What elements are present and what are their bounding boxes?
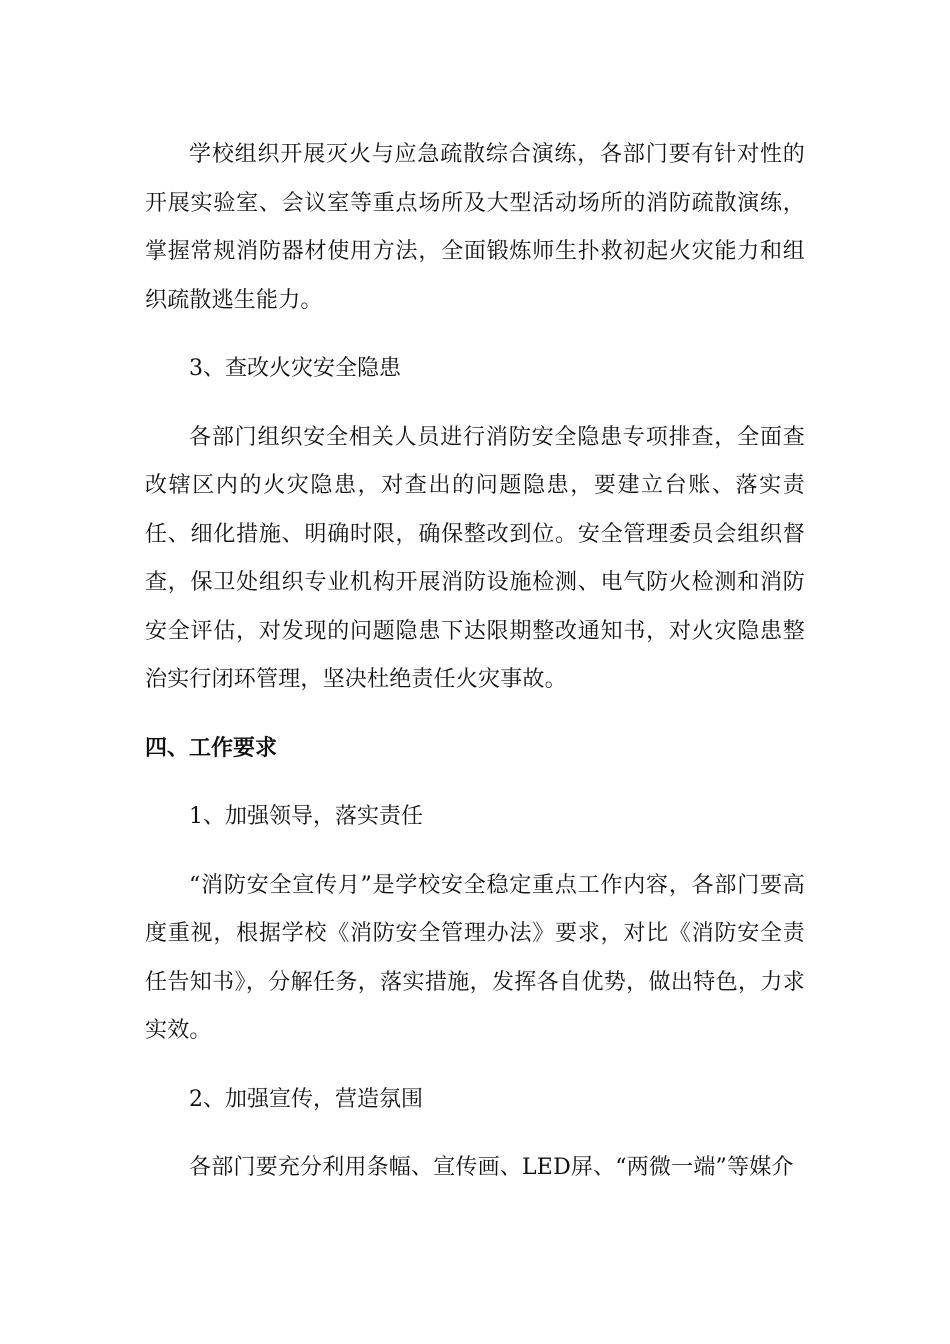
document-body [145, 131, 805, 1193]
paragraph-gap [145, 325, 805, 345]
section-heading-work-requirements: 四、工作要求 [145, 735, 278, 761]
paragraph-leadership: “消防安全宣传月”是学校安全稳定重点工作内容，各部门要高度重视，根据学校《消防安全管理办法》要求，对比《消防安全责任告知书》，分解任务，落实措施，发挥各自优势，做出特色，力求实效。 [145, 872, 805, 1043]
subheading-leadership: 1、加强领导，落实责任 [189, 804, 423, 829]
subheading-fire-hazards: 3、查改火灾安全隐患 [189, 356, 401, 381]
paragraph-gap [145, 773, 805, 793]
paragraph-drill: 学校组织开展灭火与应急疏散综合演练，各部门要有针对性的开展实验室、会议室等重点场所及大型活动场所的消防疏散演练，掌握常规消防器材使用方法，全面锻炼师生扑救初起火灾能力和组织疏散逃生能力。 [145, 142, 805, 313]
paragraph-gap [145, 705, 805, 725]
paragraph-gap [145, 1056, 805, 1076]
paragraph-hazard-inspection: 各部门组织安全相关人员进行消防安全隐患专项排查，全面查改辖区内的火灾隐患，对查出的问题隐患，要建立台账、落实责任、细化措施、明确时限，确保整改到位。安全管理委员会组织督查，保卫处组织专业机构开展消防设施检测、电气防火检测和消防安全评估，对发现的问题隐患下达限期整改通知书，对火灾隐患整治实行闭环管理，坚决杜绝责任火灾事故。 [145, 424, 805, 692]
paragraph-publicity: 各部门要充分利用条幅、宣传画、LED屏、“两微一端”等媒介 [189, 1155, 794, 1180]
paragraph-gap [145, 394, 805, 414]
paragraph-gap [145, 842, 805, 862]
subheading-publicity: 2、加强宣传，营造氛围 [189, 1086, 423, 1112]
paragraph-gap [145, 1124, 805, 1144]
